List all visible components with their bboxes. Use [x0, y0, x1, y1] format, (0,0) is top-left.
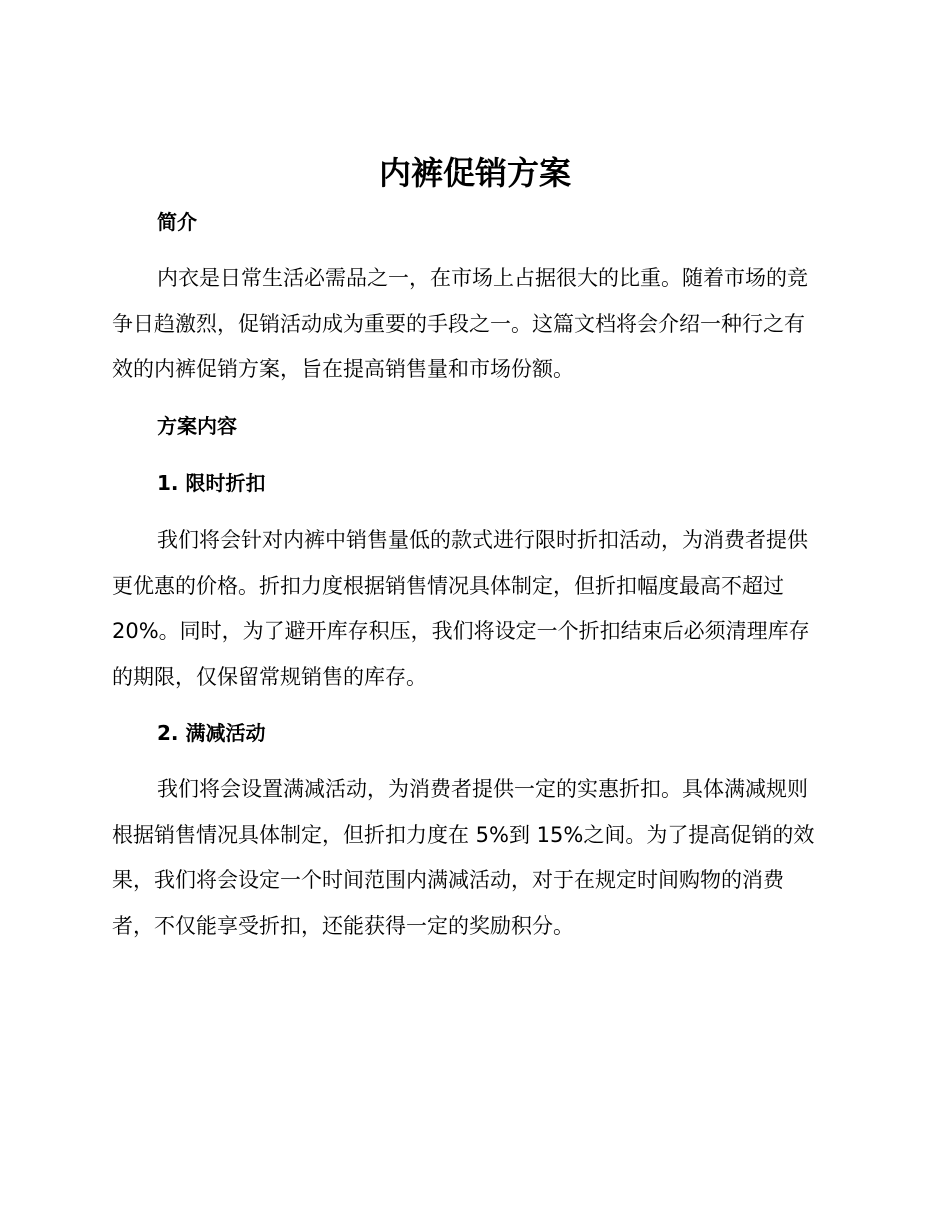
paragraph-line: 更优惠的价格。折扣力度根据销售情况具体制定，但折扣幅度最高不超过 — [112, 573, 784, 598]
page-title: 内裤促销方案 — [378, 154, 571, 192]
section-heading-plan: 方案内容 — [157, 414, 237, 438]
section-heading-intro: 简介 — [157, 210, 197, 234]
section-heading-full-reduction: 2. 满减活动 — [157, 721, 266, 745]
paragraph-line: 者，不仅能享受折扣，还能获得一定的奖励积分。 — [112, 913, 574, 938]
section-paragraph-intro — [112, 256, 830, 393]
paragraph-line: 我们将会设置满减活动，为消费者提供一定的实惠折扣。具体满减规则 — [157, 777, 808, 801]
paragraph-line: 根据销售情况具体制定，但折扣力度在 5%到 15%之间。为了提高促销的效 — [112, 822, 815, 847]
paragraph-line: 内衣是日常生活必需品之一，在市场上占据很大的比重。随着市场的竞 — [157, 266, 808, 290]
paragraph-line: 效的内裤促销方案，旨在提高销售量和市场份额。 — [112, 357, 574, 381]
section-paragraph-discount — [112, 518, 830, 700]
paragraph-line: 争日趋激烈，促销活动成为重要的手段之一。这篇文档将会介绍一种行之有 — [112, 311, 805, 336]
paragraph-line: 果，我们将会设定一个时间范围内满减活动，对于在规定时间购物的消费 — [112, 868, 784, 892]
paragraph-line: 20%。同时，为了避开库存积压，我们将设定一个折扣结束后必须清理库存 — [112, 619, 810, 643]
paragraph-line: 的期限，仅保留常规销售的库存。 — [112, 664, 427, 689]
section-paragraph-full-reduction — [112, 767, 830, 949]
section-heading-discount: 1. 限时折扣 — [157, 471, 266, 495]
paragraph-line: 我们将会针对内裤中销售量低的款式进行限时折扣活动，为消费者提供 — [157, 528, 808, 552]
